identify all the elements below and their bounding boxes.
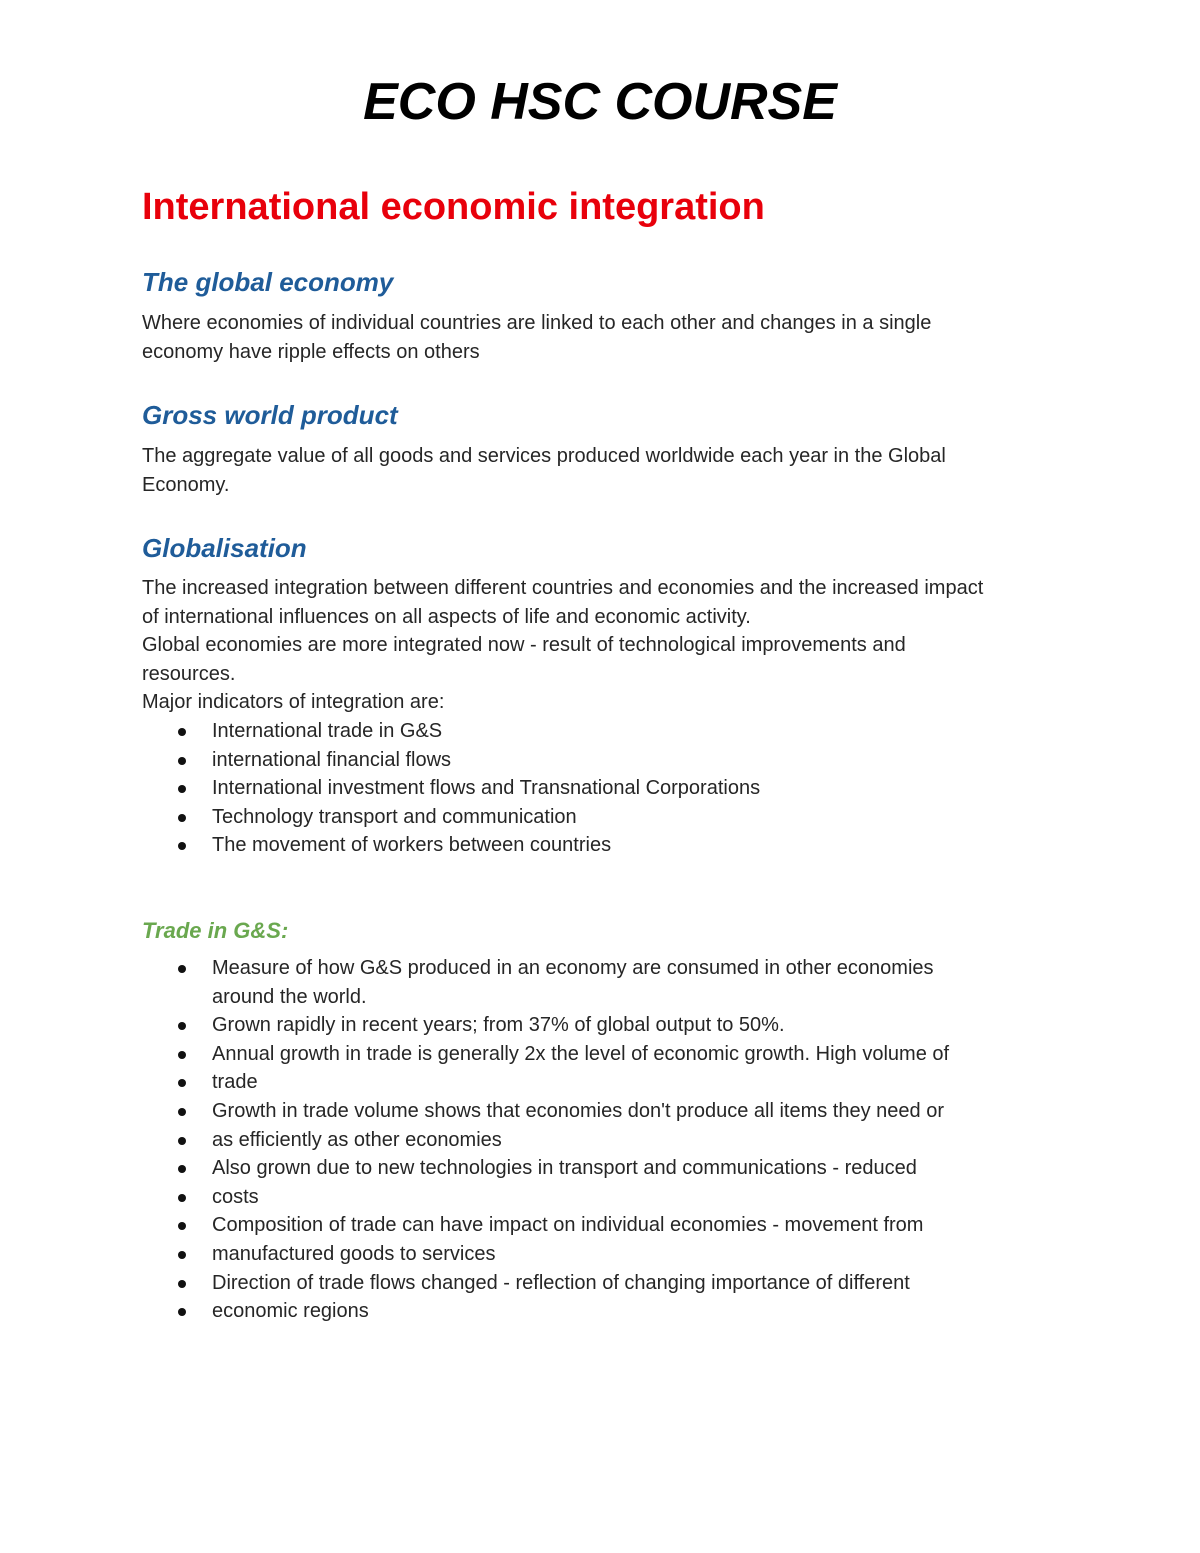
section-title: International economic integration xyxy=(142,186,765,228)
list-item xyxy=(142,1183,1042,1212)
list-item xyxy=(142,1011,1042,1040)
heading-globalisation: Globalisation xyxy=(142,533,307,563)
list-item-text: Annual growth in trade is generally 2x the level of economic growth. High volume of xyxy=(212,1042,950,1065)
list-item xyxy=(142,1269,1042,1298)
bullet-icon xyxy=(178,728,186,736)
bullet-icon xyxy=(178,1308,186,1316)
list-item xyxy=(142,1297,1042,1326)
bullet-icon xyxy=(178,785,186,793)
list-item-text: costs xyxy=(212,1185,259,1208)
list-item xyxy=(142,831,1042,860)
bullet-icon xyxy=(178,1165,186,1173)
heading-trade-in-gs: Trade in G&S: xyxy=(142,918,289,943)
list-item-continuation: around the world. xyxy=(212,985,367,1008)
bullet-icon xyxy=(178,1222,186,1230)
heading-global-economy: The global economy xyxy=(142,267,394,297)
list-item-text: Growth in trade volume shows that economies don't produce all items they need or xyxy=(212,1099,944,1122)
text-line: The increased integration between different countries and economies and the increased impact xyxy=(142,577,984,599)
document-title: ECO HSC COURSE xyxy=(363,73,837,131)
list-item xyxy=(142,1040,1042,1069)
heading-gross-world-product: Gross world product xyxy=(142,400,398,430)
bullet-icon xyxy=(178,1251,186,1259)
text-line: Economy. xyxy=(142,473,230,496)
text-line: Major indicators of integration are: xyxy=(142,691,445,714)
bullet-icon xyxy=(178,1022,186,1030)
bullet-icon xyxy=(178,1079,186,1087)
list-item xyxy=(142,746,1042,775)
text-line: The aggregate value of all goods and services produced worldwide each year in the Global xyxy=(142,445,946,467)
bullet-icon xyxy=(178,1280,186,1288)
list-item xyxy=(142,1068,1042,1097)
list-item-text: Measure of how G&S produced in an economy are consumed in other economies xyxy=(212,957,934,979)
list-item-text: International investment flows and Transnational Corporations xyxy=(212,777,761,800)
list-item xyxy=(142,1240,1042,1269)
list-item xyxy=(142,803,1042,832)
list-item-text: Direction of trade flows changed - reflection of changing importance of different xyxy=(212,1271,910,1294)
list-item-text: economic regions xyxy=(212,1300,369,1323)
list-item xyxy=(142,774,1042,803)
list-item-text: Composition of trade can have impact on individual economies - movement from xyxy=(212,1214,924,1237)
text-line: Global economies are more integrated now - result of technological improvements and xyxy=(142,634,906,657)
list-item-text: Also grown due to new technologies in transport and communications - reduced xyxy=(212,1157,917,1180)
paragraph-globalisation xyxy=(142,574,1062,717)
bullet-icon xyxy=(178,757,186,765)
list-item xyxy=(142,1154,1042,1183)
text-line: economy have ripple effects on others xyxy=(142,340,480,363)
list-item-text: International trade in G&S xyxy=(212,720,443,742)
bullet-icon xyxy=(178,965,186,973)
bullet-icon xyxy=(178,1051,186,1059)
list-item xyxy=(142,1126,1042,1155)
bullet-icon xyxy=(178,1108,186,1116)
trade-list xyxy=(142,954,1042,1326)
bullet-icon xyxy=(178,814,186,822)
list-item-text: as efficiently as other economies xyxy=(212,1128,502,1151)
bullet-icon xyxy=(178,842,186,850)
paragraph-gross-world-product xyxy=(142,442,1062,499)
bullet-icon xyxy=(178,1137,186,1145)
list-item-text: manufactured goods to services xyxy=(212,1242,496,1265)
paragraph-global-economy xyxy=(142,309,1062,366)
list-item-text: international financial flows xyxy=(212,748,452,771)
list-item-text: Technology transport and communication xyxy=(212,805,577,828)
list-item xyxy=(142,1211,1042,1240)
text-line: Where economies of individual countries are linked to each other and changes in a single xyxy=(142,312,932,334)
bullet-icon xyxy=(178,1194,186,1202)
list-item xyxy=(142,954,1042,1011)
list-item xyxy=(142,717,1042,746)
list-item-text: trade xyxy=(212,1071,258,1094)
globalisation-indicator-list xyxy=(142,717,1042,860)
text-line: resources. xyxy=(142,662,236,685)
list-item xyxy=(142,1097,1042,1126)
list-item-text: The movement of workers between countries xyxy=(212,834,612,857)
list-item-text: Grown rapidly in recent years; from 37% of global output to 50%. xyxy=(212,1014,785,1037)
text-line: of international influences on all aspects of life and economic activity. xyxy=(142,605,751,628)
